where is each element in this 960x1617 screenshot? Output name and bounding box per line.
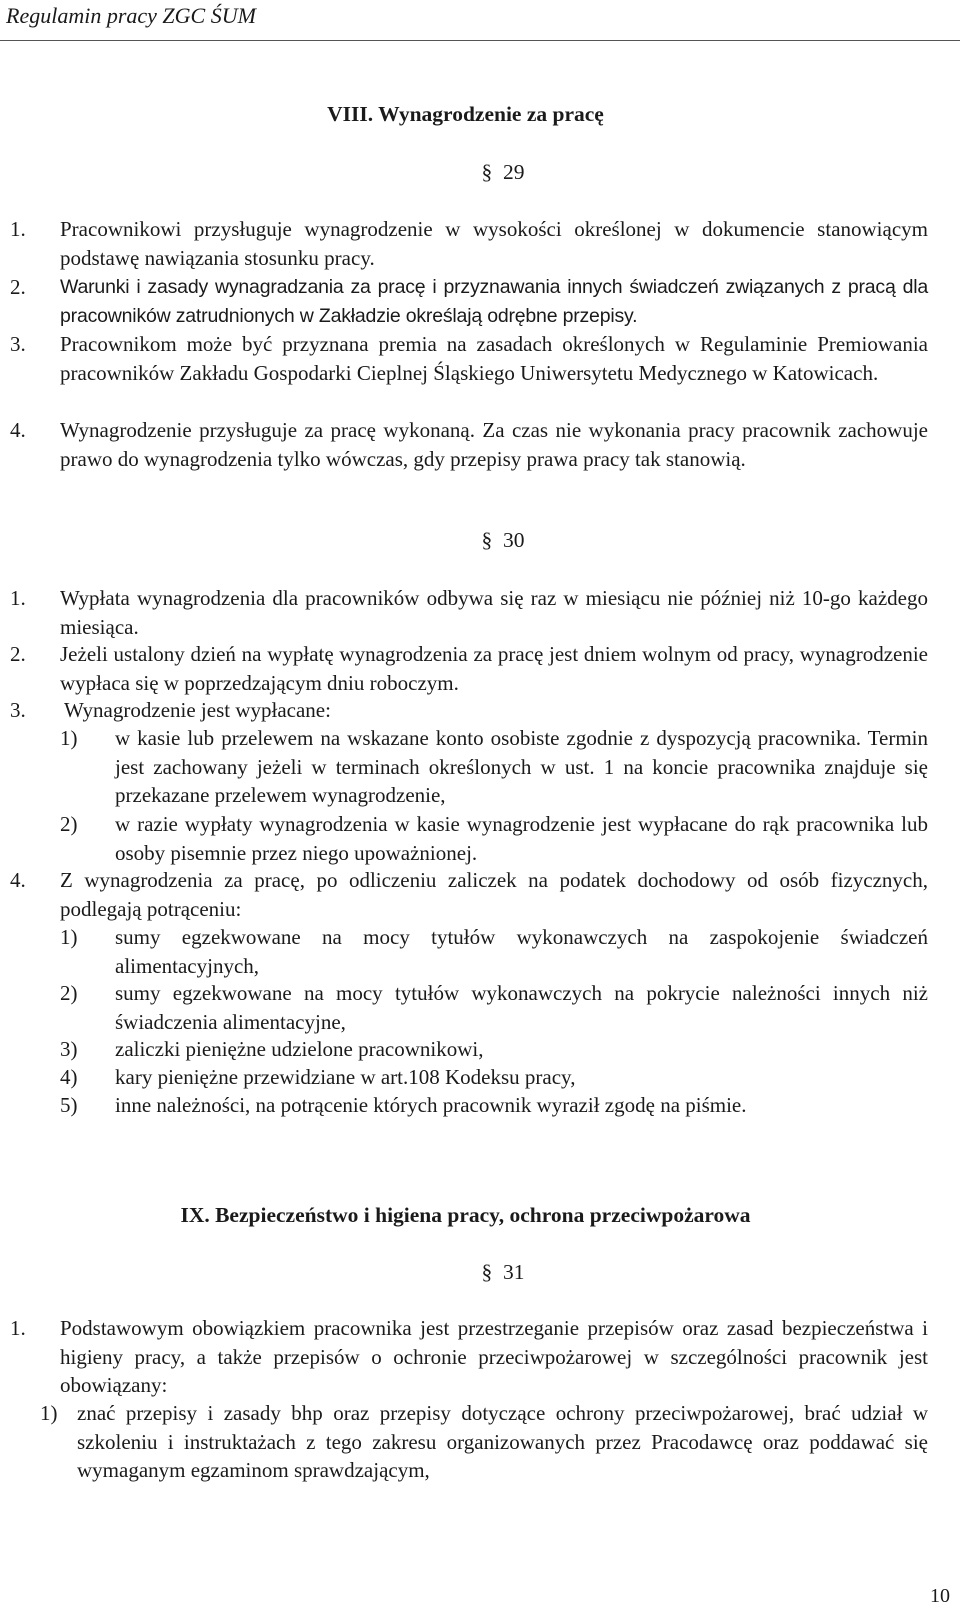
subitem-text: w kasie lub przelewem na wskazane konto osobiste zgodnie z dyspozycją pracownika. Termin jest zachowany jeżeli w terminach określonych w ust. 1 na koncie pracownika znajduje się przekazane przelewem wynagrodzenie, bbox=[115, 726, 928, 807]
item-number: 4. bbox=[10, 868, 26, 892]
item-number: 3. bbox=[10, 332, 26, 356]
item-text: Pracownikowi przysługuje wynagrodzenie w wysokości określonej w dokumencie stanowiącym podstawę nawiązania stosunku pracy. bbox=[60, 217, 928, 270]
paragraph-heading: § 29 bbox=[481, 160, 525, 184]
subitem-number: 3) bbox=[60, 1037, 78, 1061]
item-text: Wypłata wynagrodzenia dla pracowników odbywa się raz w miesiącu nie później niż 10-go każdego miesiąca. bbox=[60, 586, 928, 639]
item-number: 1. bbox=[10, 586, 26, 610]
subitem-text: sumy egzekwowane na mocy tytułów wykonawczych na pokrycie należności innych niż świadczenia alimentacyjne, bbox=[115, 981, 928, 1034]
subitem-text: inne należności, na potrącenie których pracownik wyraził zgodę na piśmie. bbox=[115, 1093, 747, 1117]
subitem-number: 1) bbox=[40, 1401, 58, 1425]
item-number: 4. bbox=[10, 418, 26, 442]
paragraph-heading: § 30 bbox=[481, 528, 525, 552]
item-text: Wynagrodzenie jest wypłacane: bbox=[64, 698, 331, 722]
subitem-number: 1) bbox=[60, 925, 78, 949]
subitem-number: 2) bbox=[60, 981, 78, 1005]
subitem-text: sumy egzekwowane na mocy tytułów wykonawczych na zaspokojenie świadczeń alimentacyjnych, bbox=[115, 925, 928, 978]
item-text: Pracownikom może być przyznana premia na zasadach określonych w Regulaminie Premiowania pracowników Zakładu Gospodarki Cieplnej Śląskiego Uniwersytetu Medycznego w Katowicach. bbox=[60, 332, 928, 385]
item-number: 1. bbox=[10, 1316, 26, 1340]
subitem-number: 1) bbox=[60, 726, 78, 750]
subitem-number: 5) bbox=[60, 1093, 78, 1117]
section-sign-icon: § bbox=[481, 528, 493, 552]
subitem-text: zaliczki pieniężne udzielone pracownikowi, bbox=[115, 1037, 484, 1061]
section-title: IX. Bezpieczeństwo i higiena pracy, ochrona przeciwpożarowa bbox=[180, 1203, 751, 1227]
item-text: Podstawowym obowiązkiem pracownika jest przestrzeganie przepisów oraz zasad bezpieczeństwa i higieny pracy, a także przepisów o ochronie przeciwpożarowej w szczególności pracownik jest obowiązany: bbox=[60, 1316, 928, 1397]
subitem-text: znać przepisy i zasady bhp oraz przepisy dotyczące ochrony przeciwpożarowej, brać udział w szkoleniu i instruktażach z tego zakresu organizowanych przez Pracodawcę oraz poddawać się wymaganym egzaminom sprawdzającym, bbox=[77, 1401, 928, 1482]
item-text: Z wynagrodzenia za pracę, po odliczeniu zaliczek na podatek dochodowy od osób fizycznych, podlegają potrąceniu: bbox=[60, 868, 928, 921]
item-number: 3. bbox=[10, 698, 26, 722]
running-header: Regulamin pracy ZGC ŚUM bbox=[6, 3, 256, 28]
page-number: 10 bbox=[930, 1585, 950, 1607]
subitem-number: 4) bbox=[60, 1065, 78, 1089]
item-text: Wynagrodzenie przysługuje za pracę wykonaną. Za czas nie wykonania pracy pracownik zachowuje prawo do wynagrodzenia tylko wówczas, gdy przepisy prawa pracy tak stanowią. bbox=[60, 418, 928, 471]
paragraph-heading: § 31 bbox=[481, 1260, 525, 1284]
section-title: VIII. Wynagrodzenie za pracę bbox=[327, 102, 604, 126]
item-text: Warunki i zasady wynagradzania za pracę i przyznawania innych świadczeń związanych z pracą dla pracowników zatrudnionych w Zakładzie określają odrębne przepisy. bbox=[60, 276, 928, 327]
subitem-text: w razie wypłaty wynagrodzenia w kasie wynagrodzenie jest wypłacane do rąk pracownika lub osoby pisemnie przez niego upoważnionej. bbox=[115, 812, 928, 865]
item-number: 1. bbox=[10, 217, 26, 241]
item-text: Jeżeli ustalony dzień na wypłatę wynagrodzenia za pracę jest dniem wolnym od pracy, wynagrodzenie wypłaca się w poprzedzającym dniu roboczym. bbox=[60, 642, 928, 695]
subitem-number: 2) bbox=[60, 812, 78, 836]
subitem-text: kary pieniężne przewidziane w art.108 Kodeksu pracy, bbox=[115, 1065, 576, 1089]
item-number: 2. bbox=[10, 642, 26, 666]
section-sign-icon: § bbox=[481, 160, 493, 184]
header-divider bbox=[0, 40, 960, 41]
item-number: 2. bbox=[10, 275, 26, 299]
section-sign-icon: § bbox=[481, 1260, 493, 1284]
